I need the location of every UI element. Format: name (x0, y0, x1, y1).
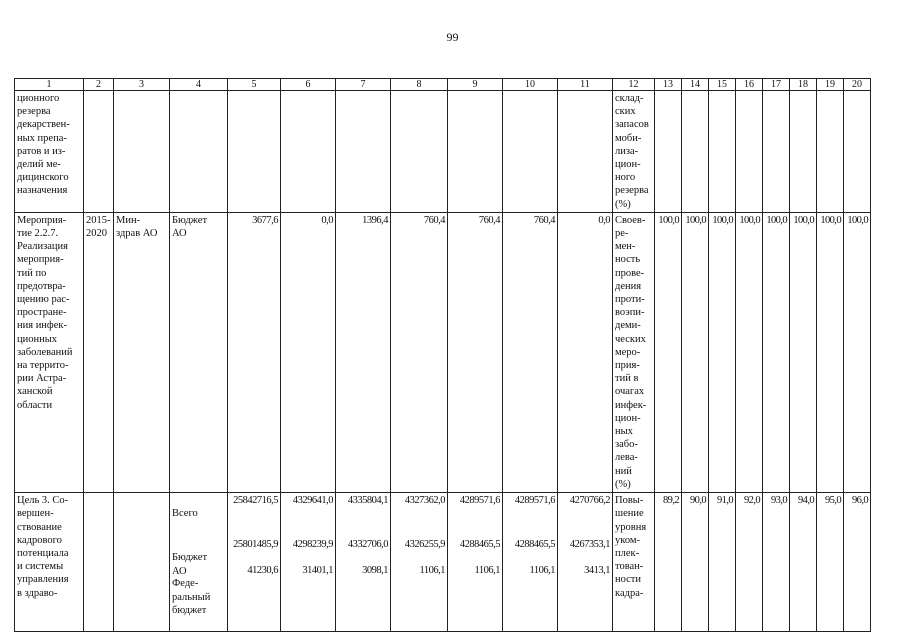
indicator-name-cell: Своев- ре- мен- ность прове- дения проти- воэпи- деми- ческих меро- прия- тий в очагах инфек- цион- ных забо- лева- ний (%) (613, 212, 655, 492)
target-value-cell: 100,0 (844, 212, 871, 492)
page-number: 99 (446, 30, 459, 44)
source-total-label: Всего (172, 508, 198, 520)
measure-name-cell: Мероприя- тие 2.2.7. Реализация мероприя- тий по предотвра- щению рас- простране- ния инфек- ционных заболеваний на террито- рии Астра- ханской области (15, 212, 84, 492)
column-number: 18 (790, 79, 817, 91)
funding-source-cell: Бюджет АО (170, 212, 228, 492)
table-row-measure-2-2-7 (15, 212, 871, 492)
target-value-cell: 91,0 (709, 493, 736, 632)
column-number: 8 (391, 79, 448, 91)
amount-year-cell: 0,0 (281, 212, 336, 492)
target-value-cell: 92,0 (736, 493, 763, 632)
target-value-cell: 100,0 (709, 212, 736, 492)
amount-year-cell: 4327362,0 4326255,9 1106,1 (391, 493, 448, 632)
column-number: 17 (763, 79, 790, 91)
amount-total-cell: 3677,6 (228, 212, 281, 492)
target-value-cell: 90,0 (682, 493, 709, 632)
column-number: 2 (84, 79, 114, 91)
amount-year-cell: 4270766,2 4267353,1 3413,1 (558, 493, 613, 632)
amount-total-cell: 25842716,5 25801485,9 41230,6 (228, 493, 281, 632)
amount-year-cell: 0,0 (558, 212, 613, 492)
column-number: 1 (15, 79, 84, 91)
column-number: 10 (503, 79, 558, 91)
target-value-cell: 94,0 (790, 493, 817, 632)
column-number: 5 (228, 79, 281, 91)
amount-year-cell: 4289571,6 4288465,5 1106,1 (448, 493, 503, 632)
amount-year-cell: 760,4 (503, 212, 558, 492)
table-row-goal-3 (15, 493, 871, 632)
amount-year-cell: 760,4 (391, 212, 448, 492)
target-value-cell: 100,0 (817, 212, 844, 492)
indicator-name-cell: склад- ских запасов моби- лиза- цион- ного резерва (%) (613, 91, 655, 213)
column-number: 6 (281, 79, 336, 91)
target-value-cell: 100,0 (655, 212, 682, 492)
column-number: 19 (817, 79, 844, 91)
column-number: 12 (613, 79, 655, 91)
amount-year-cell: 760,4 (448, 212, 503, 492)
period-cell: 2015- 2020 (84, 212, 114, 492)
column-number: 15 (709, 79, 736, 91)
program-table (14, 78, 871, 632)
measure-name-cell: ционного резерва декарствен- ных препа- ратов и из- делий ме- дицинского назначения (15, 91, 84, 213)
column-number: 7 (336, 79, 391, 91)
amount-year-cell: 4329641,0 4298239,9 31401,1 (281, 493, 336, 632)
target-value-cell: 95,0 (817, 493, 844, 632)
funding-source-cell (170, 493, 228, 632)
column-number: 3 (114, 79, 170, 91)
target-value-cell: 100,0 (682, 212, 709, 492)
target-value-cell: 93,0 (763, 493, 790, 632)
goal-name-cell: Цель 3. Со- вершен- ствование кадрового потенциала и системы управления в здраво- (15, 493, 84, 632)
column-number: 16 (736, 79, 763, 91)
target-value-cell: 100,0 (763, 212, 790, 492)
amount-year-cell: 1396,4 (336, 212, 391, 492)
target-value-cell: 100,0 (736, 212, 763, 492)
column-number-row (15, 79, 871, 91)
column-number: 9 (448, 79, 503, 91)
source-regional-label: Бюджет АО (172, 552, 208, 577)
column-number: 11 (558, 79, 613, 91)
amount-year-cell: 4289571,6 4288465,5 1106,1 (503, 493, 558, 632)
column-number: 20 (844, 79, 871, 91)
source-federal-label: Феде- ральный бюджет (172, 578, 211, 616)
target-value-cell: 96,0 (844, 493, 871, 632)
target-value-cell: 100,0 (790, 212, 817, 492)
executor-cell: Мин- здрав АО (114, 212, 170, 492)
indicator-name-cell: Повы- шение уровня уком- плек- тован- ности кадра- (613, 493, 655, 632)
column-number: 4 (170, 79, 228, 91)
table-row-continuation (15, 91, 871, 213)
amount-year-cell: 4335804,1 4332706,0 3098,1 (336, 493, 391, 632)
column-number: 13 (655, 79, 682, 91)
column-number: 14 (682, 79, 709, 91)
target-value-cell: 89,2 (655, 493, 682, 632)
